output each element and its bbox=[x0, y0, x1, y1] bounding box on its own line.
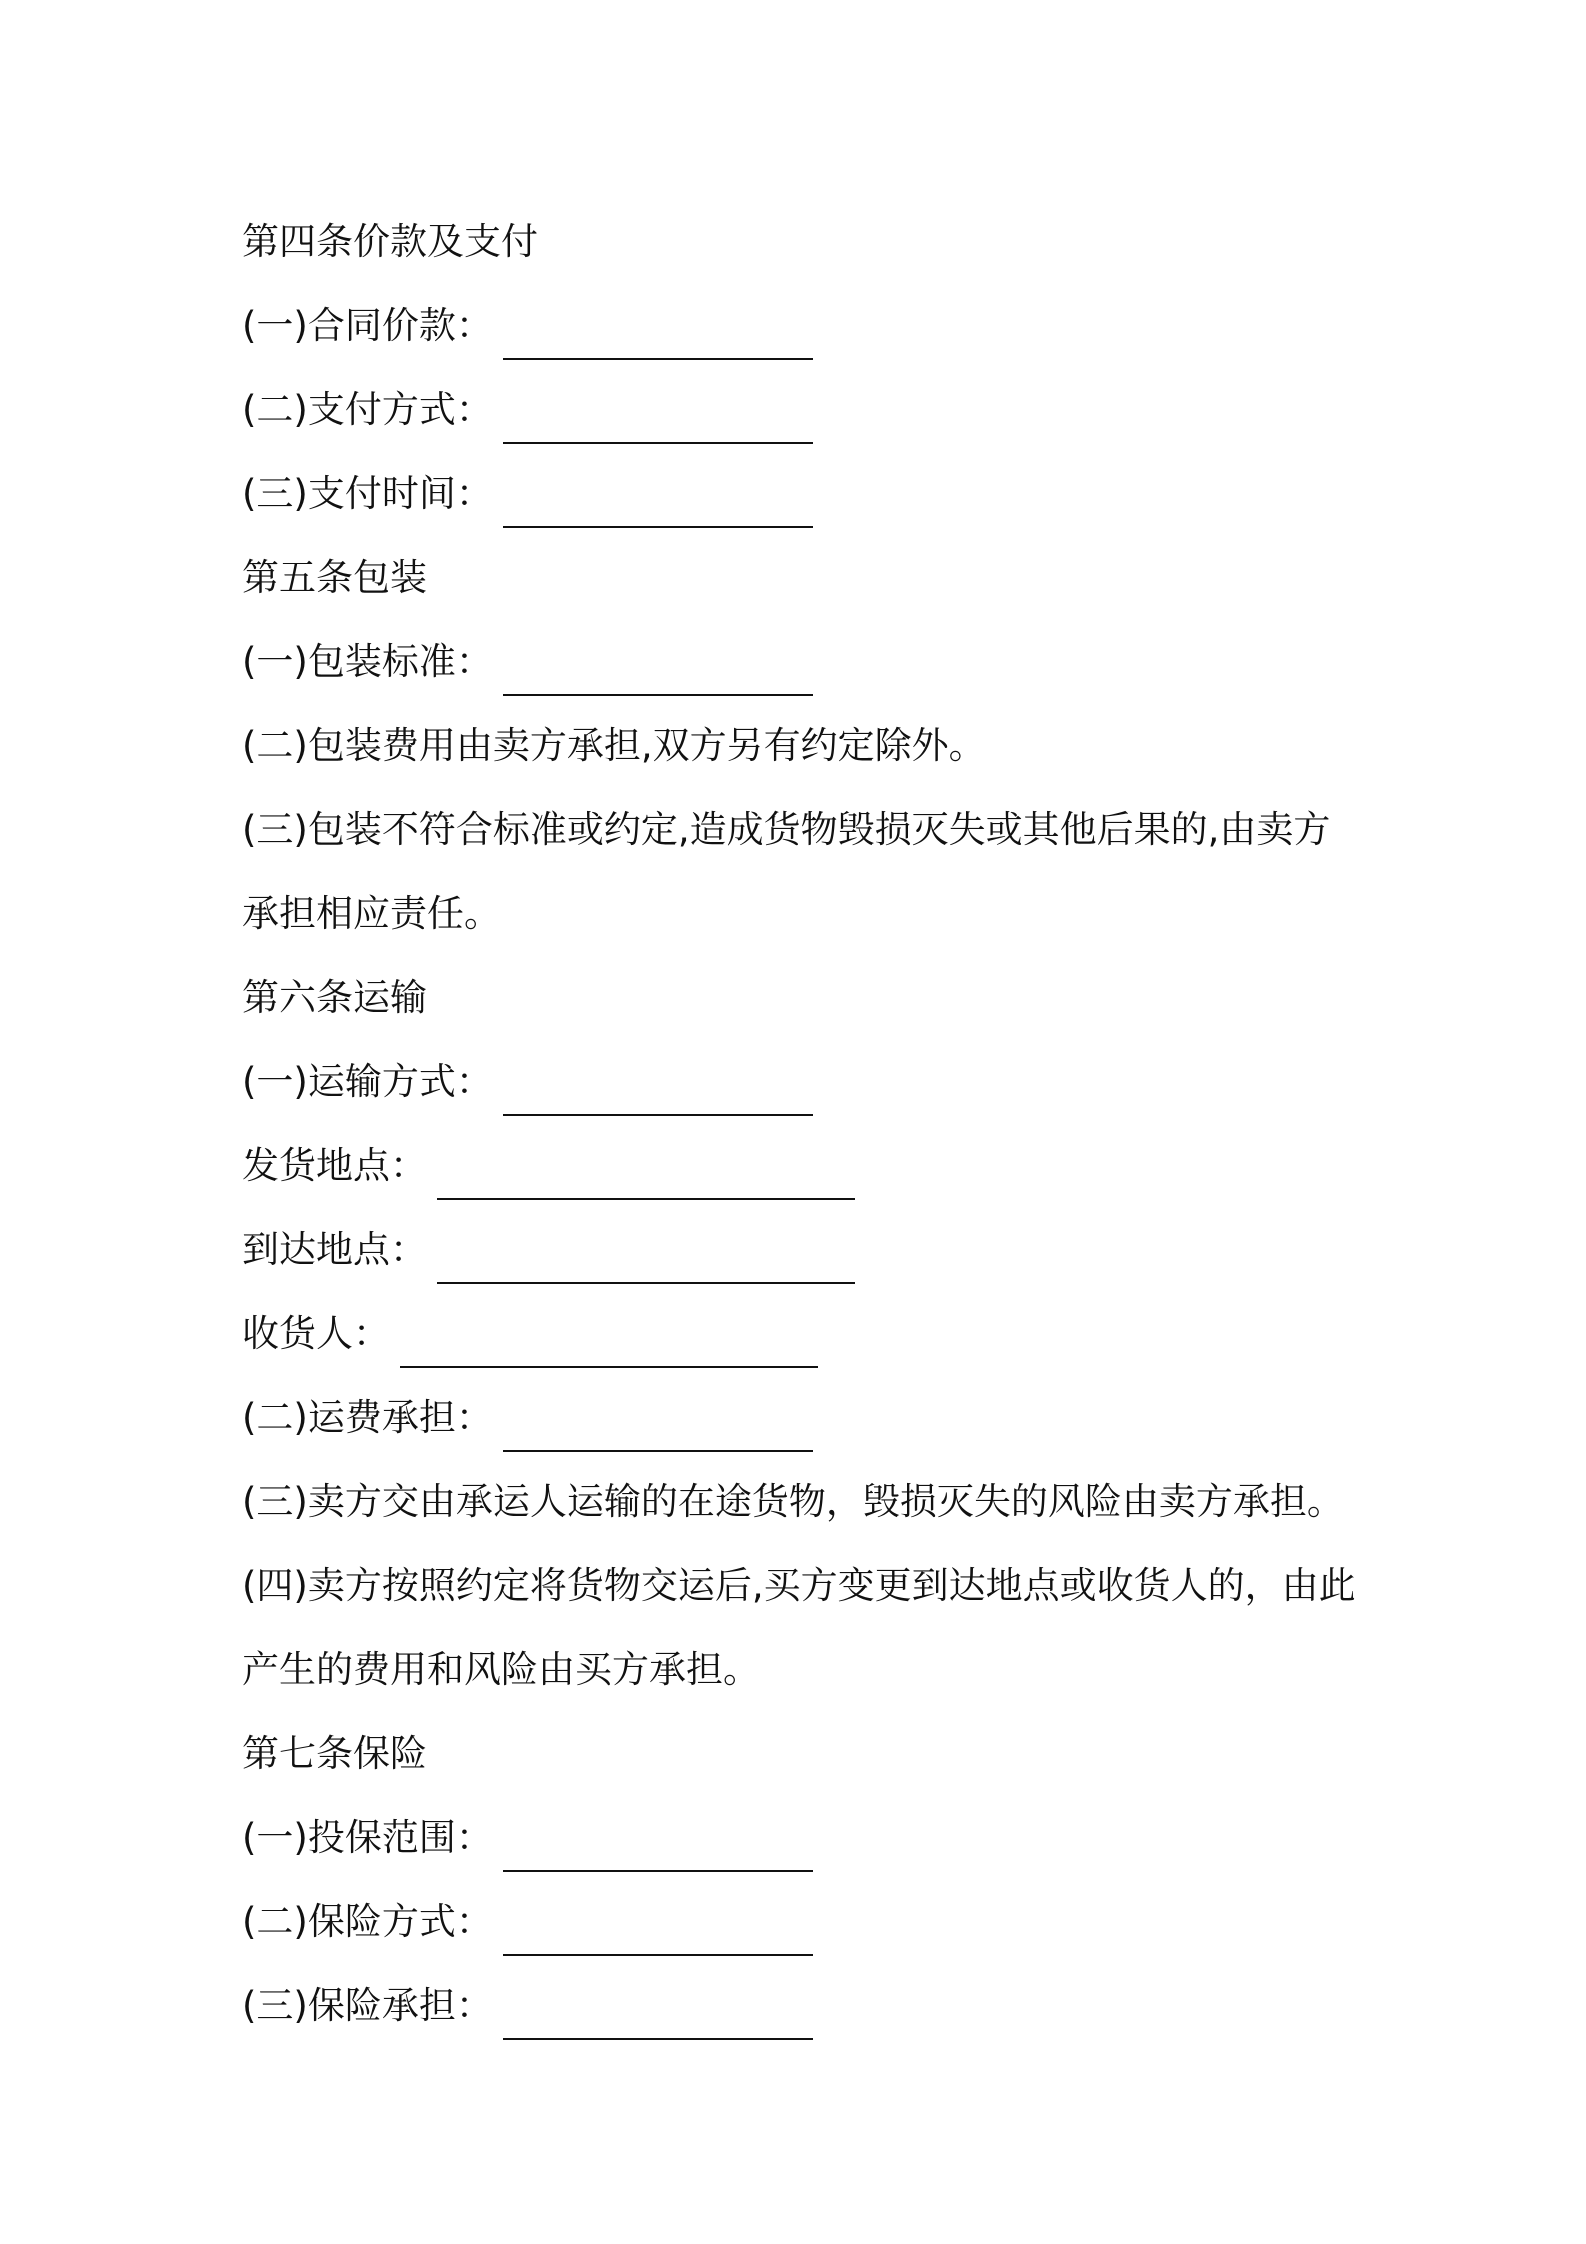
article-7-item-3 bbox=[242, 1964, 1362, 2048]
freight-bearer-label: (二)运费承担： bbox=[242, 1396, 493, 1439]
article-6-item-4-line-1 bbox=[242, 1544, 1362, 1628]
article-6-heading bbox=[242, 956, 1362, 1040]
packaging-standard-blank bbox=[503, 656, 813, 696]
packaging-liability-text-cont: 承担相应责任。 bbox=[242, 892, 501, 935]
insurance-bearer-label: (三)保险承担： bbox=[242, 1984, 493, 2027]
article-7-item-1 bbox=[242, 1796, 1362, 1880]
article-4-title: 第四条价款及支付 bbox=[242, 220, 538, 263]
insurance-bearer-blank bbox=[503, 2000, 813, 2040]
contract-price-label: (一)合同价款： bbox=[242, 304, 493, 347]
article-6-item-4-line-2 bbox=[242, 1628, 1362, 1712]
freight-bearer-blank bbox=[503, 1412, 813, 1452]
article-6-origin bbox=[242, 1124, 1362, 1208]
destination-label: 到达地点： bbox=[242, 1228, 427, 1271]
article-6-item-2 bbox=[242, 1376, 1362, 1460]
packaging-cost-text: (二)包装费用由卖方承担,双方另有约定除外。 bbox=[242, 724, 986, 767]
contract-price-blank bbox=[503, 320, 813, 360]
article-4-item-1 bbox=[242, 284, 1362, 368]
article-7-title: 第七条保险 bbox=[242, 1732, 427, 1775]
consignee-blank bbox=[400, 1328, 818, 1368]
payment-time-label: (三)支付时间： bbox=[242, 472, 493, 515]
article-5-title: 第五条包装 bbox=[242, 556, 427, 599]
article-5-heading bbox=[242, 536, 1362, 620]
transport-method-label: (一)运输方式： bbox=[242, 1060, 493, 1103]
insurance-scope-blank bbox=[503, 1832, 813, 1872]
destination-blank bbox=[437, 1244, 855, 1284]
article-6-destination bbox=[242, 1208, 1362, 1292]
packaging-liability-text: (三)包装不符合标准或约定,造成货物毁损灭失或其他后果的,由卖方 bbox=[242, 808, 1331, 851]
article-4-item-2 bbox=[242, 368, 1362, 452]
transit-risk-text: (三)卖方交由承运人运输的在途货物，毁损灭失的风险由卖方承担。 bbox=[242, 1480, 1344, 1523]
article-5-item-2 bbox=[242, 704, 1362, 788]
origin-label: 发货地点： bbox=[242, 1144, 427, 1187]
transport-method-blank bbox=[503, 1076, 813, 1116]
article-5-item-3-line-1 bbox=[242, 788, 1362, 872]
insurance-method-label: (二)保险方式： bbox=[242, 1900, 493, 1943]
article-5-item-1 bbox=[242, 620, 1362, 704]
article-7-heading bbox=[242, 1712, 1362, 1796]
article-6-title: 第六条运输 bbox=[242, 976, 427, 1019]
payment-method-label: (二)支付方式： bbox=[242, 388, 493, 431]
article-6-consignee bbox=[242, 1292, 1362, 1376]
change-destination-text: (四)卖方按照约定将货物交运后,买方变更到达地点或收货人的，由此 bbox=[242, 1564, 1356, 1607]
article-7-item-2 bbox=[242, 1880, 1362, 1964]
origin-blank bbox=[437, 1160, 855, 1200]
article-5-item-3-line-2 bbox=[242, 872, 1362, 956]
contract-body bbox=[242, 200, 1362, 2048]
insurance-method-blank bbox=[503, 1916, 813, 1956]
consignee-label: 收货人： bbox=[242, 1312, 390, 1355]
article-4-item-3 bbox=[242, 452, 1362, 536]
change-destination-text-cont: 产生的费用和风险由买方承担。 bbox=[242, 1648, 760, 1691]
article-6-item-1 bbox=[242, 1040, 1362, 1124]
article-6-item-3 bbox=[242, 1460, 1362, 1544]
payment-method-blank bbox=[503, 404, 813, 444]
packaging-standard-label: (一)包装标准： bbox=[242, 640, 493, 683]
article-4-heading bbox=[242, 200, 1362, 284]
payment-time-blank bbox=[503, 488, 813, 528]
insurance-scope-label: (一)投保范围： bbox=[242, 1816, 493, 1859]
